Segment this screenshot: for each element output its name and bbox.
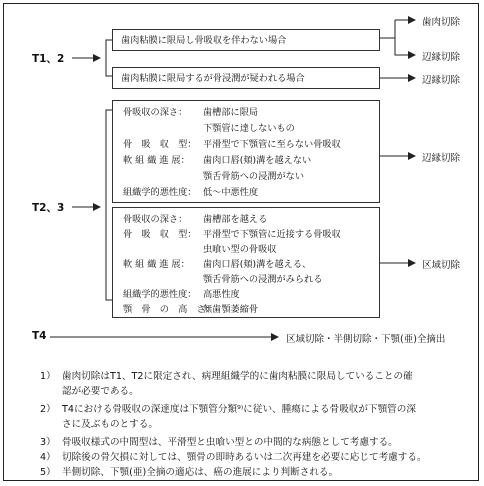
t23-box2-row-label: 顎 骨 の 高 さ： [123, 304, 215, 315]
footnote-line: 歯肉切除はT1、T2に限定され、病理組織学的に歯肉粘膜に限局していることの確 [62, 371, 413, 382]
t23-box2-row-value: 高悪性度 [203, 289, 240, 300]
footnote-line: 骨吸収様式の中間型は、平滑型と虫喰い型との中間的な病態として考慮する。 [62, 437, 398, 448]
t12-out1: 歯肉切除 [422, 17, 461, 28]
t23-box2-row-value: 歯肉口唇(頬)溝を越える、 [203, 259, 312, 270]
footnote-num: 5） [40, 467, 56, 478]
group-label-t12: T1、2 [32, 53, 65, 65]
t12-box1-text: 歯肉粘膜に限局し骨吸収を伴わない場合 [121, 35, 287, 46]
t12-box2 [112, 67, 380, 89]
t12-out3: 辺縁切除 [422, 75, 461, 86]
t12-box2-text: 歯肉粘膜に限局するが骨浸潤が疑われる場合 [121, 73, 305, 84]
footnote-line: 半側切除、下顎(亜)全摘の適応は、癌の進展により判断される。 [62, 467, 339, 478]
t23-box2-row-value: 顎舌骨筋への浸潤がみられる [203, 274, 323, 285]
t23-box1-row-value: 顎舌骨筋への浸潤がない [203, 171, 305, 182]
footnote-num: 2） [40, 404, 56, 415]
t4-out: 区域切除・半側切除・下顎(亜)全摘出 [286, 334, 446, 345]
t23-box2-row-value: 平滑型で下顎管に近接する骨吸収 [203, 229, 341, 240]
footnote-num: 3） [40, 437, 56, 448]
t23-box2-row-value: 歯槽部を越える [203, 214, 268, 225]
t23-box1-row-label: 組織学的悪性度： [123, 187, 197, 198]
t23-box1-row-label: 骨吸収の深さ： [123, 107, 188, 118]
t23-box2-row-label: 骨 吸 収 型： [123, 229, 197, 240]
footnote-line: T4における骨吸収の深達度は下顎管分類⁹⁾に従い、腫瘍による骨吸収が下顎管の深 [62, 404, 416, 415]
t12-box1 [112, 29, 380, 51]
t12-out2: 辺縁切除 [422, 52, 461, 63]
t12-box1-branch [380, 20, 395, 38]
footnote-line: 認が必要である。 [62, 386, 139, 397]
footnote-line: さに及ぶものとする。 [62, 419, 158, 430]
t23-box2-row-label: 骨吸収の深さ： [123, 214, 188, 225]
t23-box1 [112, 100, 380, 203]
t23-box2-row-label: 組織学的悪性度： [123, 289, 197, 300]
footnote-num: 4） [40, 452, 56, 463]
footnote-num: 1） [40, 371, 56, 382]
t23-box1-row-value: 歯肉口唇(頬)溝を越えない [203, 155, 312, 166]
t23-box2-out: 区域切除 [422, 260, 461, 271]
group-label-t23: T2、3 [32, 202, 65, 214]
t23-box2-row-label: 軟 組 織 進 展： [123, 259, 190, 270]
footnote-line: 切除後の骨欠損に対しては、顎骨の即時あるいは二次再建を必要に応じて考慮する。 [62, 452, 427, 463]
t23-box1-row-value: 歯槽部に限局 [203, 107, 259, 118]
t23-box1-out: 辺縁切除 [422, 153, 461, 164]
t23-box1-row-label: 骨 吸 収 型： [123, 139, 197, 150]
t23-box2-row-value: 無歯顎萎縮骨 [203, 304, 259, 315]
t23-box1-row-label: 軟 組 織 進 展： [123, 155, 190, 166]
group-label-t4: T4 [32, 330, 47, 342]
t23-box1-row-value: 下顎管に達しないもの [203, 123, 295, 134]
t23-box1-row-value: 低～中悪性度 [203, 187, 259, 198]
t23-box2-row-value: 虫喰い型の骨吸収 [203, 244, 277, 255]
t23-box2 [112, 207, 380, 318]
t23-box1-row-value: 平滑型で下顎管に至らない骨吸収 [203, 139, 341, 150]
